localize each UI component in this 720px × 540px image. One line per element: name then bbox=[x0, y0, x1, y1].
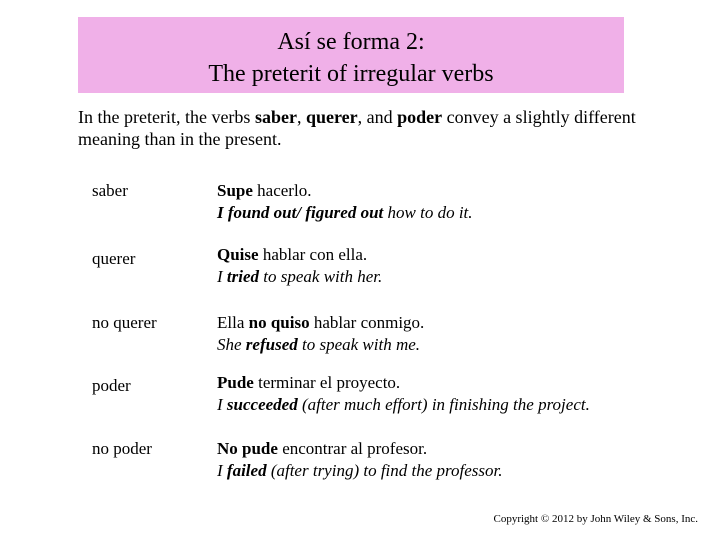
spanish-rest: encontrar al profesor. bbox=[277, 439, 428, 458]
example-block bbox=[217, 180, 473, 224]
english-rest: (after trying) to find the professor. bbox=[266, 461, 503, 480]
spanish-rest: hablar con ella. bbox=[258, 245, 368, 264]
spanish-verb-form: Quise bbox=[217, 245, 259, 264]
english-pre: I bbox=[217, 461, 227, 480]
example-block bbox=[217, 312, 424, 356]
english-pre: She bbox=[217, 335, 246, 354]
english-translation bbox=[217, 266, 382, 288]
english-rest: to speak with me. bbox=[297, 335, 421, 354]
spanish-verb-form: no quiso bbox=[248, 313, 310, 332]
spanish-example bbox=[217, 372, 590, 394]
english-key-meaning: refused bbox=[245, 335, 298, 354]
verb-label: poder bbox=[92, 376, 131, 395]
example-block bbox=[217, 372, 590, 416]
verb-label: querer bbox=[92, 249, 136, 268]
english-translation bbox=[217, 334, 424, 356]
spanish-pre: Ella bbox=[217, 313, 249, 332]
intro-paragraph bbox=[78, 106, 678, 150]
copyright-notice: Copyright © 2012 by John Wiley & Sons, Inc. bbox=[493, 513, 698, 525]
english-key-meaning: I found out/ figured out bbox=[217, 203, 384, 222]
intro-text-1: In the preterit, the verbs bbox=[78, 107, 255, 127]
intro-verb-saber: saber bbox=[254, 107, 297, 127]
english-translation bbox=[217, 202, 473, 224]
example-block bbox=[217, 244, 382, 288]
spanish-example bbox=[217, 244, 382, 266]
verb-label: no querer bbox=[92, 313, 157, 332]
spanish-verb-form: Supe bbox=[217, 181, 253, 200]
intro-and: , and bbox=[357, 107, 398, 127]
english-key-meaning: failed bbox=[226, 461, 267, 480]
spanish-rest: hablar conmigo. bbox=[309, 313, 425, 332]
spanish-example bbox=[217, 312, 424, 334]
intro-verb-poder: poder bbox=[397, 107, 443, 127]
verb-label: saber bbox=[92, 181, 128, 200]
english-rest: (after much effort) in finishing the project. bbox=[297, 395, 590, 414]
slide-title-line-1: Así se forma 2: bbox=[277, 29, 425, 55]
english-translation bbox=[217, 394, 590, 416]
english-rest: to speak with her. bbox=[259, 267, 383, 286]
verb-row-saber bbox=[92, 180, 692, 226]
english-translation bbox=[217, 460, 503, 482]
verb-row-querer bbox=[92, 244, 692, 290]
spanish-verb-form: Pude bbox=[217, 373, 254, 392]
intro-verb-querer: querer bbox=[305, 107, 358, 127]
title-banner bbox=[78, 17, 624, 93]
english-pre: I bbox=[217, 267, 227, 286]
spanish-rest: hacerlo. bbox=[252, 181, 312, 200]
english-pre: I bbox=[217, 395, 227, 414]
spanish-example bbox=[217, 438, 503, 460]
verb-row-no-querer bbox=[92, 312, 692, 358]
spanish-example bbox=[217, 180, 473, 202]
spanish-rest: terminar el proyecto. bbox=[253, 373, 401, 392]
english-key-meaning: succeeded bbox=[226, 395, 298, 414]
intro-text-2: convey a slightly different meaning than in the present. bbox=[78, 107, 636, 149]
spanish-verb-form: No pude bbox=[217, 439, 278, 458]
intro-comma: , bbox=[296, 107, 306, 127]
english-key-meaning: tried bbox=[226, 267, 260, 286]
example-block bbox=[217, 438, 503, 482]
verb-row-poder bbox=[92, 372, 692, 418]
slide-title-line-2: The preterit of irregular verbs bbox=[208, 61, 494, 87]
verb-row-no-poder bbox=[92, 438, 692, 484]
english-rest: how to do it. bbox=[383, 203, 473, 222]
verb-label: no poder bbox=[92, 439, 152, 458]
